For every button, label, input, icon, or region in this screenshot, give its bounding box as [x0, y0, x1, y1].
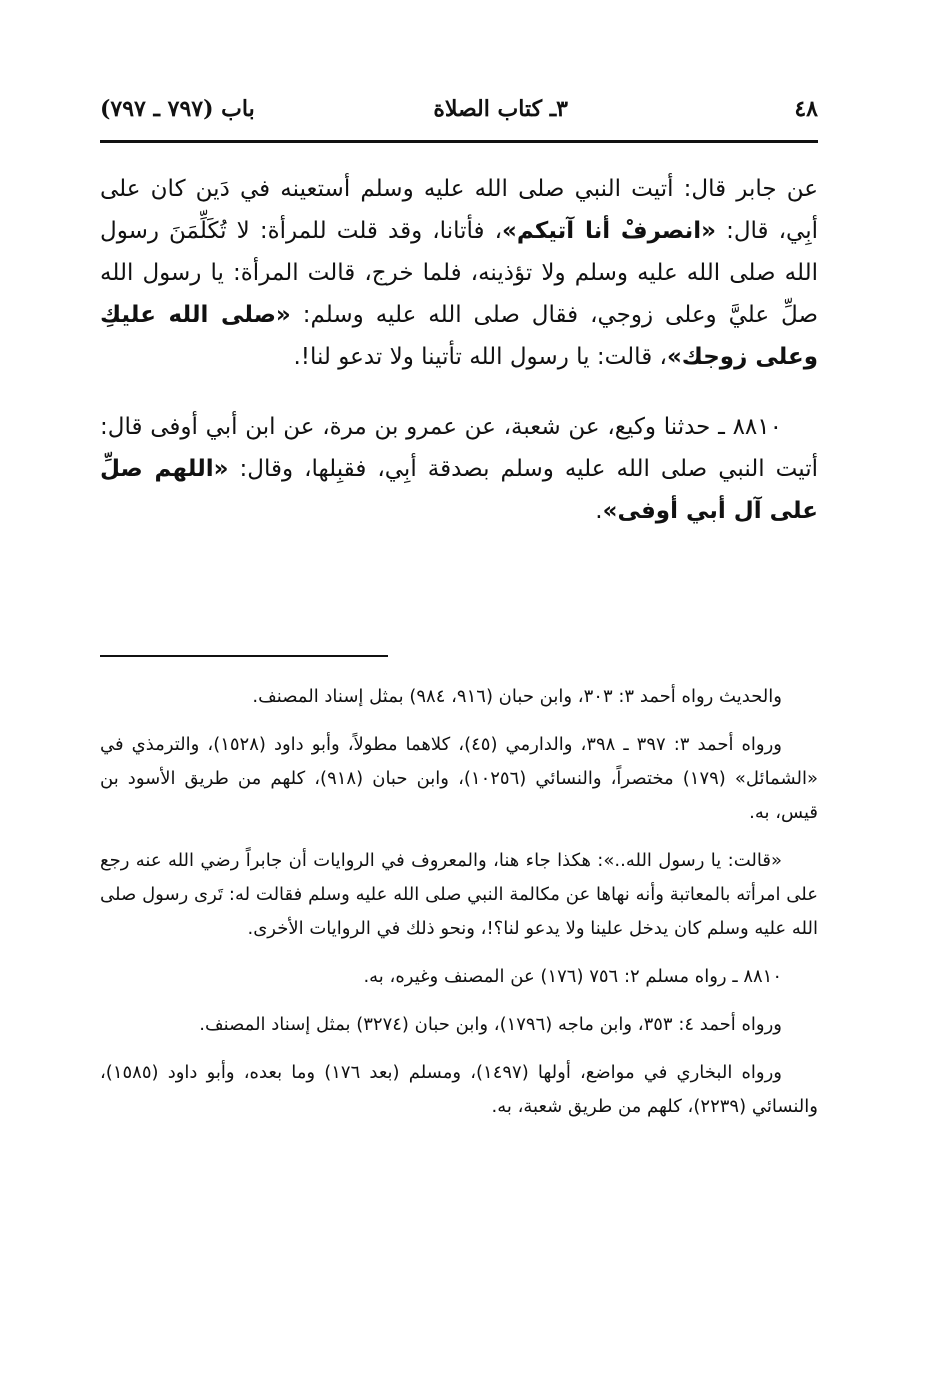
footnote: «قالت: يا رسول الله..»: هكذا جاء هنا، والمعروف في الروايات أن جابراً رضي الله عنه رجع على امرأته بالمعاتبة وأنه نهاها عن مكالمة النبي صلى الله عليه وسلم فقالت له: تَرى رسول صلى الله عليه وسلم كان يدخل علينا ولا يدعو لنا؟!، ونحو ذلك في الروايات الأخرى.	[100, 850, 818, 939]
quoted-saying: «اللهم صلِّ على آل أبي أوفى»	[100, 456, 818, 524]
text-run: عن جابر قال: أتيت النبي صلى الله عليه وسلم أستعينه في دَين كان على أبِي، قال:	[100, 176, 818, 244]
footnote: ورواه البخاري في مواضع، أولها (١٤٩٧)، ومسلم (بعد ١٧٦) وما بعده، وأبو داود (١٥٨٥)، والنسائي (٢٢٣٩)، كلهم من طريق شعبة، به.	[100, 1062, 818, 1117]
footnote: ورواه أحمد ٤: ٣٥٣، وابن ماجه (١٧٩٦)، وابن حبان (٣٢٧٤) بمثل إسناد المصنف.	[199, 1014, 782, 1035]
text-run: ، قالت: يا رسول الله تأتينا ولا تدعو لنا!.	[293, 344, 667, 370]
text-run: ، فأتانا، وقد قلت للمرأة: لا تُكَلِّمَنَ رسول الله صلى الله عليه وسلم ولا تؤذينه، فلما خرج، قالت المرأة: يا رسول الله صلِّ عليَّ وعلى زوجي، فقال صلى الله عليه وسلم:	[100, 218, 818, 328]
chapter-title: باب (٧٩٧ ـ ٧٩٧)	[100, 96, 255, 122]
hadith-paragraph	[100, 406, 818, 532]
footnote-divider	[100, 655, 388, 657]
footnote: ٨٨١٠ ـ رواه مسلم ٢: ٧٥٦ (١٧٦) عن المصنف وغيره، به.	[363, 966, 782, 987]
main-text	[100, 168, 818, 560]
header-divider	[100, 140, 818, 143]
hadith-paragraph	[100, 168, 818, 378]
footnote: والحديث رواه أحمد ٣: ٣٠٣، وابن حبان (٩١٦، ٩٨٤) بمثل إسناد المصنف.	[252, 686, 782, 707]
quoted-saying: «انصرفْ أنا آتيكم»	[502, 218, 716, 244]
page-header	[100, 88, 818, 134]
book-title: ٣ـ كتاب الصلاة	[433, 96, 568, 122]
book-page	[100, 0, 818, 1381]
footnotes	[100, 680, 818, 1138]
quoted-saying: «صلى الله عليكِ وعلى زوجك»	[100, 302, 818, 370]
footnote: ورواه أحمد ٣: ٣٩٧ ـ ٣٩٨، والدارمي (٤٥)، كلاهما مطولاً، وأبو داود (١٥٢٨)، والترمذي في «الشمائل» (١٧٩) مختصراً، والنسائي (١٠٢٥٦)، وابن حبان (٩١٨)، كلهم من طريق الأسود بن قيس، به.	[100, 734, 819, 823]
text-run: ٨٨١٠ ـ حدثنا وكيع، عن شعبة، عن عمرو بن مرة، عن ابن أبي أوفى قال: أتيت النبي صلى الله عليه وسلم بصدقة أبِي، فقبِلها، وقال:	[100, 414, 819, 482]
page-number: ٤٨	[794, 96, 818, 122]
text-run: .	[595, 498, 603, 524]
